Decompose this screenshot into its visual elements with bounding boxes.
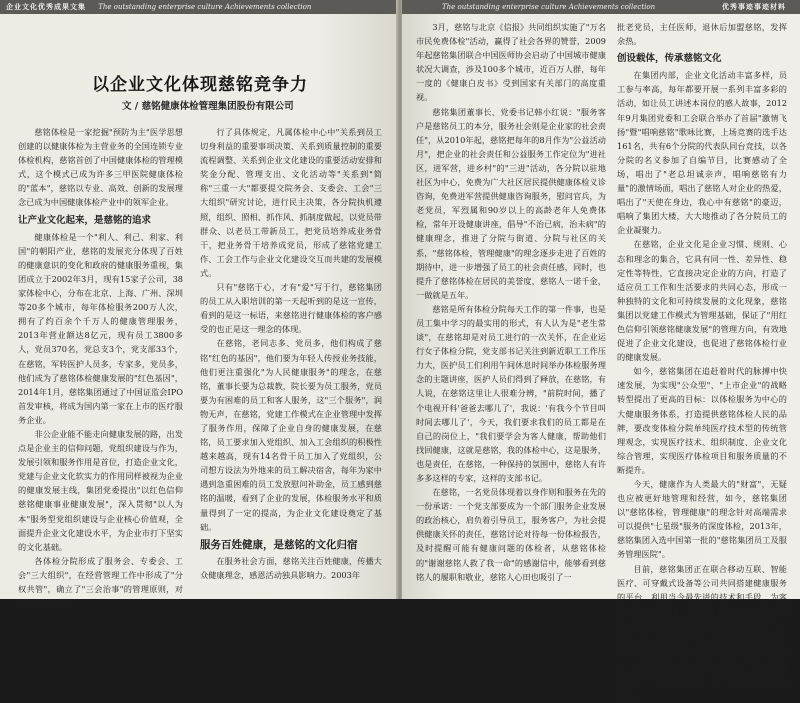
- paragraph: 3月，慈铭与北京《信报》共同组织实施了"万名市民免费体检"活动，赢得了社会各界的赞誉，2009年起慈铭集团联合中国医师协会启动了中国城市健康状况大调查，涉及100多个城市，近百万人群，每年一度的《健康白皮书》受到国家有关部门的高度重视。: [416, 22, 606, 103]
- paragraph: 慈铭是所有体检分院每天工作的第一件事，也是员工集中学习的最实用的形式，有人认为是"老生常谈"，在慈铭却是对员工进行的一次关怀，在企业运行女子体检分院，党支部书记关注到新近职工工作压力大，医护员工们利用午间休息时间举办体检服务理念的主题讲座，医护人员们得到了释放，在慈铭，有人说，在慈铭这里让人很难分辨，"前院时间，播了个电视开科'爸爸去哪儿了'，我说：'有我今个节目叫时间去哪儿了'，今天，我们要求我们的员工都是在自己的岗位上，"我们要学会为客人健康，帮助他们找回健康，这就是慈铭，我的体检中心，这是服务，也是责任，在慈铭，一种保持的氛围中，慈铭人有许多多这样的专家，这样的支部书记。: [416, 303, 606, 483]
- paragraph: 在服务社会方面，慈铭关注百姓健康，传播大众健康理念，感恩活动独具影响力。2003年: [200, 555, 382, 580]
- paragraph: 只有"慈铭于心，才有"爱"写于行，慈铭集团的员工从入职培训的第一天起听到的是这一宣传，看到的是这一标语，来慈铭进行健康体检的客户感受的也正是这一理念的体现。: [200, 282, 382, 335]
- left-page: [0, 0, 398, 609]
- section-heading: 创设载体，传承慈铭文化: [617, 53, 722, 65]
- article-byline: 文 / 慈铭健康体检管理集团股份有限公司: [122, 101, 294, 112]
- paragraph: 慈铭体检是一家挖掘"预防为主"医学思想创建的以健康体检为主营业务的全国连锁专业体检机构，慈铭首创了中国健康体检的管理模式，这个模式已成为许多三甲医院健康体检的"蓝本"，慈铭以专业、高效、创新的发展理念已成为中国健康体检产业中的领军企业。: [18, 127, 183, 208]
- left-column-1: [18, 125, 183, 609]
- right-page: [402, 0, 800, 701]
- paragraph: 在慈铭，企业文化是企业习惯、规则、心态和理念的集合，它具有同一性、差异性、稳定性等特性，它直接决定企业的方向，打造了适应员工工作和生活要求的共同心态，形成一种独特的文化和可持续发展的文化现象，慈铭集团以党建工作模式为管理基础，保证了"用红色信仰引领慈铭健康发展"的管理方向，有效地促进了企业文化建设，也促进了慈铭体检行业的健康发展。: [617, 239, 787, 363]
- paragraph: 批老党员，主任医师，退休后加盟慈铭，发挥余热。: [617, 22, 787, 47]
- paragraph: 健康体检是一个"利人、利己、利家、利国"的朝阳产业，慈铭的发展充分体现了百姓的健康意识的变化和政府的健康服务重视，集团成立于2002年3月，现有15家子公司，38家体检中心，分布在北京、上海、广州、深圳等20多个城市，每年体检服务200万人次，拥有了约百余个千万人的健康管理服务，2013年营业额达8亿元，现有员工3800多人，党员370名，党总支3个，党支部33个，在慈铭，军转医护人员多，专家多，党员多，他们成为了慈铭体检健康发展的"红色基因"，2014年1月，慈铭集团通过了中国证监会IPO首发审核，将成为国内第一家在上市的医疗服务企业。: [18, 231, 183, 425]
- paragraph: 各体检分院形成了服务会、专委会、工会"三大组织"，在经营管理工作中形成了"分权共管"，确立了"三会治事"的管理原则，对管理的有义进: [18, 555, 183, 609]
- right-column-1: [416, 20, 606, 590]
- section-heading: 服务百姓健康，是慈铭的文化归宿: [200, 538, 358, 551]
- paragraph: 目前，慈铭集团正在联合移动互联、智能医疗、可穿戴式设备等公司共同搭建健康服务的平台，利用当今最先进的技术和手段，为客户提供体检服务，使之成为新的健康管理模式，并连续有效地推动慈铭健康集团在国内一流的健康服务管理，实现慈铭人"以慈悲之心守护大众健康"的梦想，为国内百姓健康管理需求，力促商业医疗保险在中国推广，使百姓健康服务能够更加人性化，更能发挥慈铭集团的优势。: [617, 563, 787, 701]
- article-title: 以企业文化体现慈铭竞争力: [92, 75, 308, 95]
- right-running-header: [402, 0, 800, 14]
- right-column-2: [617, 20, 787, 701]
- right-header-en: The outstanding enterprise culture Achievements collection: [442, 3, 656, 11]
- left-header-en: The outstanding enterprise culture Achievements collection: [98, 3, 312, 11]
- left-header-cn: 企业文化优秀成果文集: [6, 2, 86, 11]
- paragraph: 今天，健康作为人类最大的"财富"，无疑也应被更好地管理和经营，如今，慈铭集团以"慈铭体检，管理健康"的理念针对高端需求可以提供"七星级"服务的深度体检，2013年，慈铭集团入选中国第一批的"慈铭集团员工及服务管理医院"。: [617, 479, 787, 560]
- paragraph: 在集团内部，企业文化活动丰富多样，员工参与率高，每年都要开展一系列丰富多彩的活动，如让员工讲述本岗位的感人故事，2012年9月集团党委和工会联合举办了首届"激情飞扬"暨"唱响慈铭"歌咏比赛，上场竞赛的选手达161名，共有6个分院的代表队同台竞技，以各分院的名义参加了自编节目，比赛感动了全场，唱出了"老总坦诚亲声，唱响慈铭有力量"的激情场面，唱出了慈铭人对企业的热爱，唱出了"天使在身边，我心中有慈铭"的豪迈，唱响了集团大楼，大大地推动了各分院员工的企业凝聚力。: [617, 70, 787, 236]
- left-running-header: [0, 0, 398, 14]
- paragraph: 在慈铭，老同志多、党员多，他们构成了慈铭"红色的基因"，他们要为年轻人传授业务技能，他们更注重强化"为人民健康服务"的理念，在慈铭，董事长要为总裁教，院长要为员工服务，党员要为有困难的员工和客人服务，这"三个服务"，润物无声，在慈铭，党建工作模式在企业管理中发挥了服务作用，保障了企业自身的健康发展，在慈铭，员工要求加入党组织、加入工会组织的积极性越来越高，现有14名骨干员工加入了党组织，公司想方设法为外地来的员工解决宿舍，每年为家中遇到急重困难的员工发放慰问补助金，员工感到慈铭的温暖，看到了企业的发展，体检服务水平和质量得到了一定的提高，为企业文化建设奠定了基础。: [200, 338, 382, 532]
- left-column-2: [200, 125, 382, 590]
- right-header-cn: 优秀事迹事迹材料: [722, 2, 786, 11]
- paragraph: 慈铭集团董事长、党委书记韩小红说："服务客户是慈铭员工的本分，服务社会则是企业家的社会责任"，从2010年起，慈铭把每年的8月作为"公益活动月"，把企业的社会责任和公益服务工作定位为"进社区，进军营，进乡村"的"三进"活动，各分院以驻地社区为中心，免费为广大社区居民提供健康体检义诊咨询，免费进军营提供健康咨询服务，慰问官兵，为老党员，军烈属和90岁以上的高龄老年人免费体检，常年开设健康讲座，倡导"不治已病，治未病"的健康理念，推进了分院与街道、分院与社区的关系，"慈铭体检，管理健康"的理念逐步走进了百姓的期待中，进一步增强了员工的社会责任感，同时，也提升了慈铭体检在居民的美誉度，慈铭人一诺千金，一做就是五年。: [416, 106, 606, 300]
- paragraph: 行了具体规定，凡属体检中心中"关系到员工切身利益的重要事项决策、关系到质量控制的重要流程调整、关系到企业文化建设的重要活动安排和奖金分配、管理支出、文化活动等"关系到"简称"三重一大"都要提交院务会、支委会、工会"三大组织"研究讨论，进行民主决策，各分院执机遵照，组织、照相、抓作风、抓制度做起，以党员带群众、以老员工带新员工，把党员培养成业务骨干，把业务骨干培养成党员，形成了慈铭党建工作、工会工作与企业文化建设交互而共建的发展模式。: [200, 127, 382, 278]
- paragraph: 如今，慈铭集团在追赶着时代的脉搏中快速发展，为实现"公众型"、"上市企业"的战略转型提出了更高的目标：以体检服务为中心的大健康服务体系，打造提供慈铭体检人民的品牌，要改变体检分院单纯医疗技术型的传统管理观念，实现医疗技术、组织制度、企业文化综合管理，实现医疗体检项目和服务质量的不断提升。: [617, 366, 787, 475]
- section-heading: 让产业文化起来，是慈铭的追求: [18, 214, 152, 226]
- paragraph: 非公企业能不能走向健康发展的路，出发点是企业主的信仰问题，党组织建设与作为，发展引领和服务作用是首位，打造企业文化，党建与企业文化软实力的作用同样被视为企业的健康发展主线，集团党委提出"以红色信仰慈铭健康事业健康发展"，深入贯彻"以人为本"服务型党组织建设与企业核心价值观，全面提升企业文化建设水平，为企业市打下坚实的文化基础。: [18, 428, 183, 552]
- paragraph: 在慈铭，一名党员体现着以身作则和服务在先的一份承诺：一个党支部要成为一个部门服务企业发展的政治核心，肩负着引导员工，服务客户，为社会提供健康关怀的责任，慈铭讨论对待每一份体检报告，及时提醒可能有健康问题的体检者，从慈铭体检的"谢谢慈铭人救了我一命"的感谢信中，能够看到慈铭人的履职和敬业，慈铭人心田也吸引了一: [416, 487, 606, 582]
